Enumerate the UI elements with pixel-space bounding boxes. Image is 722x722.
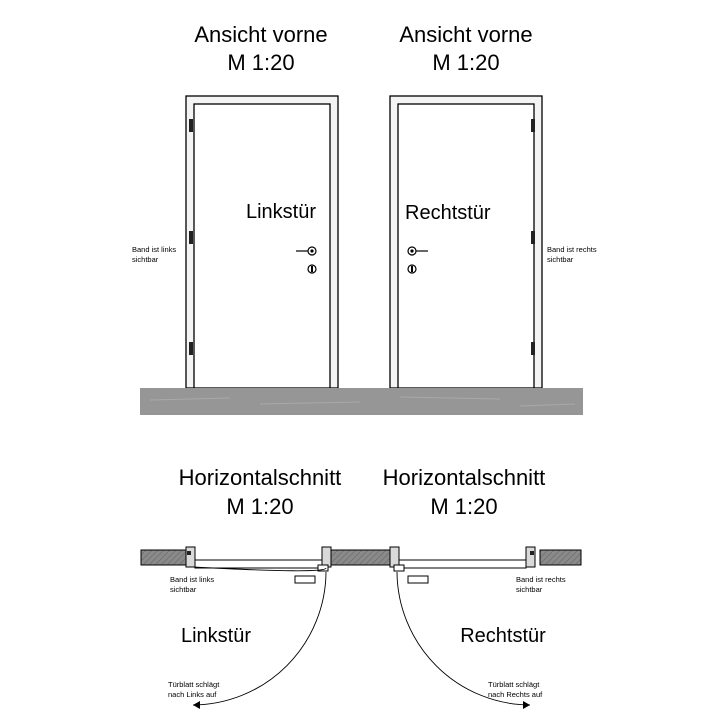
elevation-left-hinge-note-line1: Band ist links	[132, 245, 177, 254]
hinge-icon	[531, 231, 535, 244]
section-left-title-line1: Horizontalschnitt	[178, 465, 342, 490]
section-left-hinge-note-line1: Band ist links	[170, 575, 215, 584]
section-right-hinge-note-line2: sichtbar	[516, 585, 543, 594]
section-left-hinge-note-line2: sichtbar	[170, 585, 197, 594]
elevation-left-title-line1: Ansicht vorne	[194, 22, 328, 47]
lock-cylinder-icon	[408, 265, 416, 273]
section-left-swing-note-line2: nach Links auf	[168, 690, 217, 699]
hinge-icon	[189, 119, 193, 132]
hinge-icon	[531, 119, 535, 132]
elevation-right-title-line1: Ansicht vorne	[399, 22, 533, 47]
floor	[140, 388, 583, 415]
section-right-swing-note-line1: Türblatt schlägt	[488, 680, 540, 689]
elevation-right-title-line2: M 1:20	[432, 50, 500, 75]
section-left-title-line2: M 1:20	[226, 494, 294, 519]
elevation-left-door	[186, 96, 338, 388]
elevation-left-hinge-note-line2: sichtbar	[132, 255, 159, 264]
elevation-left-door-label: Linkstür	[245, 201, 316, 223]
elevation-right-door	[390, 96, 542, 388]
section-right-title-line1: Horizontalschnitt	[382, 465, 546, 490]
hinge-icon	[189, 231, 193, 244]
hinge-icon	[531, 342, 535, 355]
lock-cylinder-icon	[308, 265, 316, 273]
elevation-left-title-line2: M 1:20	[227, 50, 295, 75]
section-right-hinge-note-line1: Band ist rechts	[516, 575, 566, 584]
hinge-icon	[187, 551, 191, 555]
section-right-swing-note-line2: nach Rechts auf	[488, 690, 543, 699]
hinge-icon	[189, 342, 193, 355]
section-left-door-label: Linkstür	[180, 625, 252, 647]
elevation-right-hinge-note-line2: sichtbar	[547, 255, 574, 264]
hinge-icon	[530, 551, 534, 555]
door-leaf	[398, 104, 534, 388]
elevation-right-hinge-note-line1: Band ist rechts	[547, 245, 597, 254]
section-right-title-line2: M 1:20	[430, 494, 498, 519]
elevation-right-door-label: Rechtstür	[405, 202, 491, 224]
door-leaf	[194, 104, 330, 388]
section-left-swing-note-line1: Türblatt schlägt	[168, 680, 220, 689]
section-right-door-label: Rechtstür	[460, 625, 546, 647]
